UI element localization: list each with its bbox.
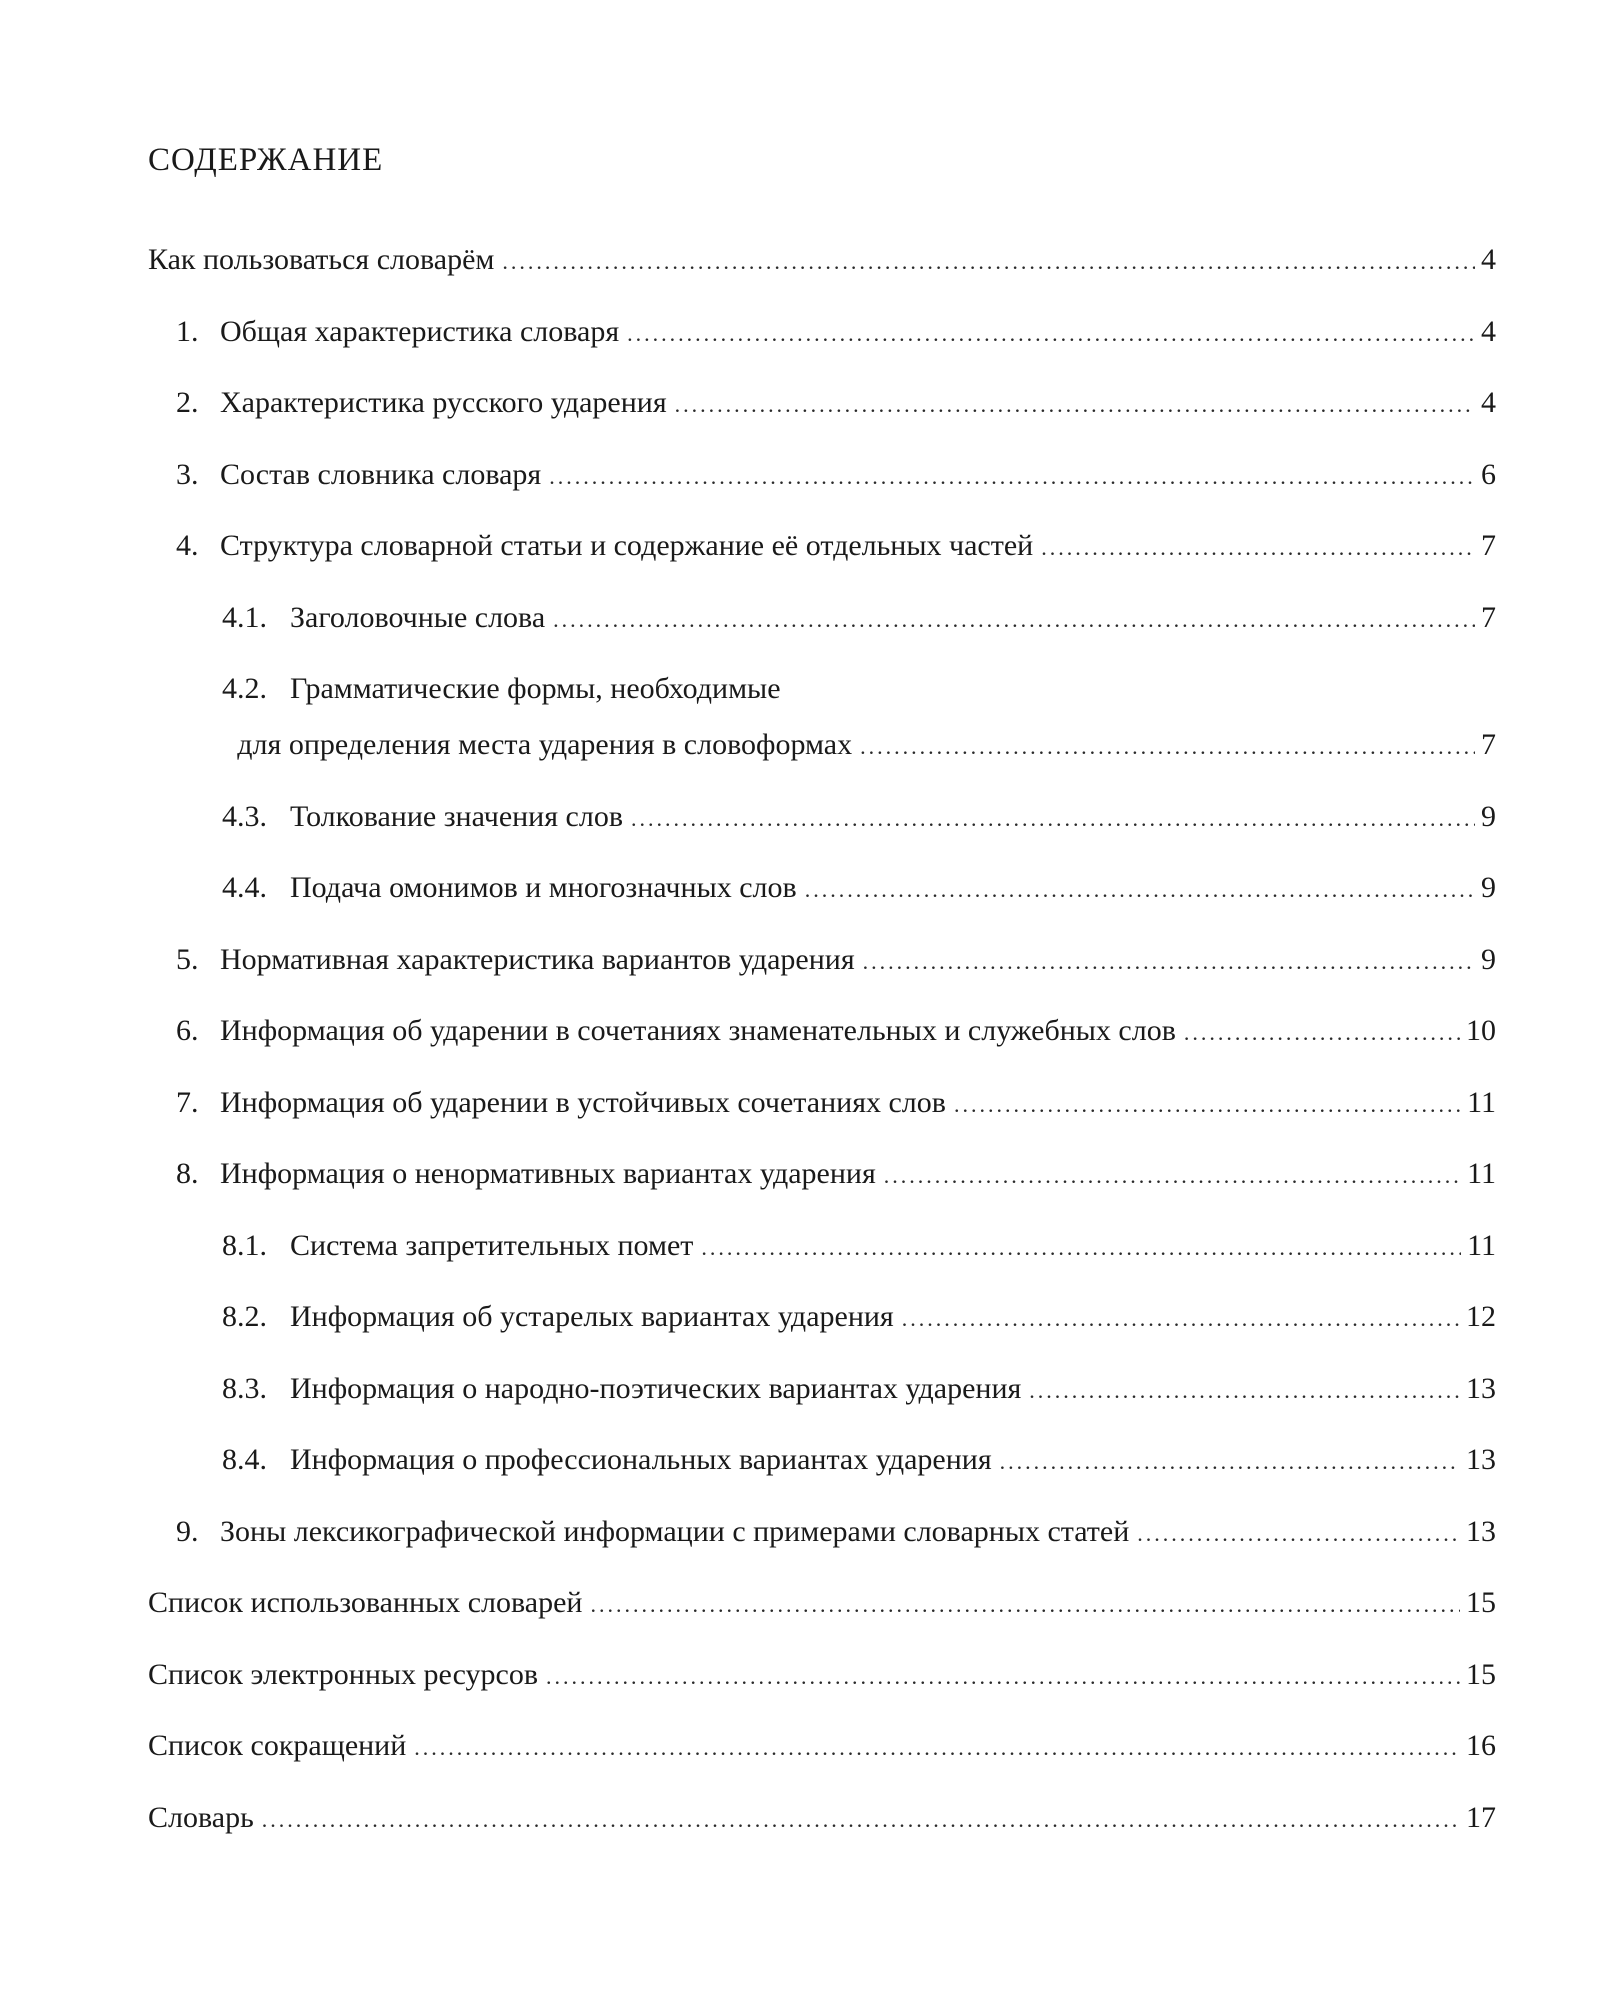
toc-entry-number: 4.2.: [222, 672, 267, 705]
dot-leader: [954, 1087, 1461, 1122]
toc-entry-page: 15: [1466, 1586, 1496, 1619]
toc-entry[interactable]: [148, 799, 1496, 836]
toc-entry-title: Зоны лексикографической информации с примерами словарных статей: [220, 1514, 1130, 1548]
toc-entry[interactable]: [148, 528, 1496, 565]
dot-leader: [590, 1587, 1460, 1622]
toc-entry-title: Система запретительных помет: [290, 1228, 694, 1262]
toc-entry[interactable]: [148, 1013, 1496, 1050]
toc-entry-number: 9.: [176, 1514, 199, 1548]
toc-entry-page: 11: [1467, 1085, 1496, 1119]
toc-entry[interactable]: [148, 242, 1496, 279]
toc-entry-title: Заголовочные слова: [290, 600, 546, 634]
page-title: СОДЕРЖАНИЕ: [148, 142, 384, 178]
toc-entry-page: 10: [1466, 1014, 1496, 1047]
toc-entry[interactable]: [148, 1657, 1496, 1694]
toc-entry-number: 8.4.: [222, 1443, 267, 1476]
toc-entry[interactable]: [148, 1085, 1496, 1122]
toc-entry[interactable]: [148, 1299, 1496, 1336]
dot-leader: [414, 1730, 1460, 1765]
toc-entry-title: Толкование значения слов: [290, 799, 623, 833]
toc-entry-title: Список сокращений: [148, 1729, 407, 1762]
toc-page: [148, 0, 1496, 2000]
toc-entry-number: 5.: [176, 942, 199, 976]
toc-entry-number: 4.1.: [222, 600, 267, 634]
toc-entry-title: Информация о народно-поэтических вариантах ударения: [290, 1371, 1022, 1405]
toc-entry[interactable]: [148, 870, 1496, 907]
toc-entry-page: 13: [1466, 1371, 1496, 1405]
toc-entry-number: 8.1.: [222, 1228, 267, 1262]
dot-leader: [262, 1802, 1460, 1837]
dot-leader: [553, 602, 1475, 637]
toc-entry-title: Грамматические формы, необходимые: [290, 672, 781, 705]
toc-entry-number: 3.: [176, 457, 199, 491]
toc-entry-title-continued: для определения места ударения в словоформах: [237, 728, 853, 761]
dot-leader: [631, 801, 1475, 836]
toc-entry-title: Информация об ударении в устойчивых сочетаниях слов: [220, 1085, 946, 1119]
toc-entry-page: 7: [1481, 529, 1496, 562]
toc-entry-page: 4: [1481, 243, 1496, 276]
toc-entry[interactable]: [148, 385, 1496, 422]
dot-leader: [701, 1230, 1461, 1265]
table-of-contents: [148, 242, 1496, 1871]
toc-entry-page: 12: [1466, 1300, 1496, 1333]
dot-leader: [1029, 1373, 1460, 1408]
toc-entry-title: Информация о ненормативных вариантах ударения: [220, 1157, 876, 1190]
dot-leader: [1137, 1516, 1460, 1551]
toc-entry-title: Список использованных словарей: [148, 1586, 583, 1619]
toc-entry-number: 4.: [176, 529, 199, 562]
toc-entry-page: 15: [1466, 1657, 1496, 1691]
toc-entry-number: 7.: [176, 1085, 199, 1119]
dot-leader: [675, 387, 1475, 422]
dot-leader: [627, 316, 1475, 351]
dot-leader: [863, 944, 1475, 979]
toc-entry-number: 6.: [176, 1014, 199, 1047]
dot-leader: [884, 1158, 1461, 1193]
toc-entry-page: 13: [1466, 1443, 1496, 1476]
toc-entry-page: 4: [1481, 386, 1496, 419]
toc-entry-number: 2.: [176, 386, 199, 419]
dot-leader: [1000, 1444, 1460, 1479]
toc-entry-page: 9: [1481, 871, 1496, 904]
toc-entry[interactable]: [148, 1442, 1496, 1479]
toc-entry[interactable]: [148, 314, 1496, 351]
toc-entry-title: Список электронных ресурсов: [148, 1657, 539, 1691]
dot-leader: [549, 459, 1475, 494]
toc-entry-page: 11: [1467, 1228, 1496, 1262]
toc-entry-page: 7: [1481, 600, 1496, 634]
toc-entry-title: Нормативная характеристика вариантов ударения: [220, 942, 855, 976]
toc-entry[interactable]: [148, 942, 1496, 979]
toc-entry-number: 1.: [176, 314, 199, 348]
toc-entry-page: 9: [1481, 942, 1496, 976]
toc-entry[interactable]: [148, 1728, 1496, 1765]
toc-entry-title: Информация о профессиональных вариантах ударения: [290, 1443, 992, 1476]
toc-entry[interactable]: [148, 1371, 1496, 1408]
toc-entry-title: Характеристика русского ударения: [220, 386, 667, 419]
toc-entry[interactable]: [148, 457, 1496, 494]
toc-entry[interactable]: [148, 1514, 1496, 1551]
toc-entry-title: Общая характеристика словаря: [220, 314, 620, 348]
toc-entry-number: 8.3.: [222, 1371, 267, 1405]
toc-entry-page: 9: [1481, 799, 1496, 833]
toc-entry-title: Словарь: [148, 1800, 254, 1834]
toc-entry-page: 13: [1466, 1514, 1496, 1548]
toc-entry-page: 16: [1466, 1729, 1496, 1762]
toc-entry-number: 4.3.: [222, 799, 267, 833]
dot-leader: [502, 244, 1475, 279]
toc-entry-page: 4: [1481, 314, 1496, 348]
toc-entry[interactable]: [148, 1585, 1496, 1622]
dot-leader: [902, 1301, 1460, 1336]
toc-entry[interactable]: [148, 1800, 1496, 1837]
toc-entry-number: 8.2.: [222, 1300, 267, 1333]
toc-entry-title: Информация об устарелых вариантах ударения: [290, 1300, 894, 1333]
dot-leader: [1041, 530, 1475, 565]
dot-leader: [860, 729, 1475, 764]
toc-entry-title: Подача омонимов и многозначных слов: [290, 871, 797, 904]
dot-leader: [805, 872, 1475, 907]
toc-entry-page: 6: [1481, 457, 1496, 491]
toc-entry[interactable]: [148, 1228, 1496, 1265]
toc-entry-title: Как пользоваться словарём: [148, 243, 495, 276]
dot-leader: [1184, 1015, 1460, 1050]
toc-entry-page: 11: [1467, 1157, 1496, 1190]
dot-leader: [546, 1659, 1460, 1694]
toc-entry-page: 17: [1466, 1800, 1496, 1834]
toc-entry-number: 8.: [176, 1157, 199, 1190]
toc-entry-title: Состав словника словаря: [220, 457, 542, 491]
toc-entry-title: Структура словарной статьи и содержание её отдельных частей: [220, 529, 1034, 562]
toc-entry[interactable]: [148, 671, 1496, 764]
toc-entry[interactable]: [148, 600, 1496, 637]
toc-entry[interactable]: [148, 1156, 1496, 1193]
toc-entry-title: Информация об ударении в сочетаниях знаменательных и служебных слов: [220, 1014, 1176, 1047]
toc-entry-number: 4.4.: [222, 871, 267, 904]
toc-entry-page: 7: [1481, 728, 1496, 761]
